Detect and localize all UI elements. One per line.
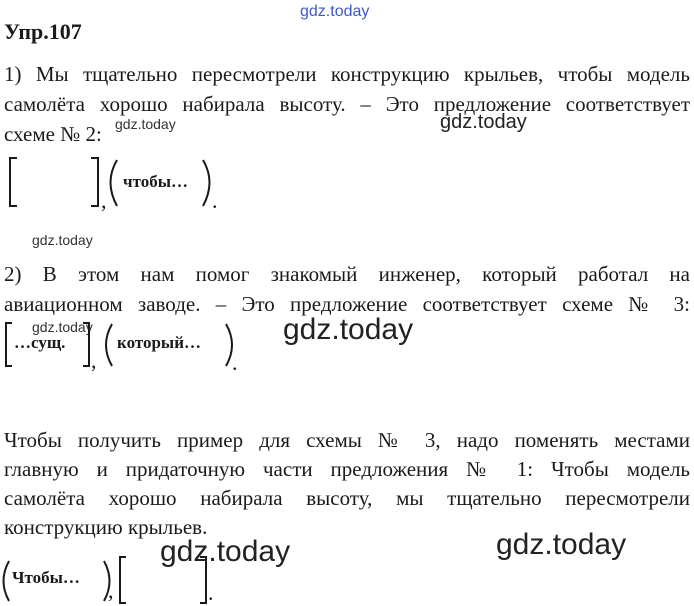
watermark-large-3: gdz.today xyxy=(496,528,627,561)
watermark-medium-1: gdz.today xyxy=(440,111,527,133)
para3-line4: конструкцию крыльев. xyxy=(4,515,208,539)
scheme1-comma: , xyxy=(101,188,107,213)
para2-line2: авиационном заводе. – Это предложение соответствует схеме № 3: xyxy=(4,292,690,316)
scheme2-main-label: …сущ. xyxy=(14,333,66,352)
para1-line1: 1) Мы тщательно пересмотрели конструкцию крыльев, чтобы модель xyxy=(4,62,690,86)
scheme3-sub-label: Чтобы… xyxy=(12,568,80,587)
para1-line2: самолёта хорошо набирала высоту. – Это предложение соответствует xyxy=(4,92,690,116)
watermark-top: gdz.today xyxy=(300,3,370,20)
scheme1-dot: . xyxy=(212,188,218,213)
scheme2-bracket-left xyxy=(6,323,12,366)
watermark-small-3: gdz.today xyxy=(32,319,93,335)
watermark-small-1: gdz.today xyxy=(115,116,176,132)
scheme1-bracket-right xyxy=(91,158,98,206)
watermark-large-2: gdz.today xyxy=(160,535,291,568)
para3-line3: самолёта хорошо набирала высоту, мы тщательно пересмотрели xyxy=(4,486,690,510)
scheme1-bracket-left xyxy=(10,158,17,206)
scheme3-paren-left xyxy=(4,561,10,601)
scheme2-comma: , xyxy=(91,348,97,373)
scheme2-sub-label: который… xyxy=(117,333,201,352)
scheme1-paren-right xyxy=(203,160,210,206)
scheme-1 xyxy=(0,150,240,220)
scheme3-comma: , xyxy=(108,578,114,603)
exercise-title: Упр.107 xyxy=(4,19,82,44)
watermark-small-2: gdz.today xyxy=(32,232,93,248)
para2-line1: 2) В этом нам помог знакомый инженер, который работал на xyxy=(4,262,690,286)
scheme3-bracket-left xyxy=(120,557,126,603)
scheme1-sub-label: чтобы… xyxy=(123,172,188,191)
scheme3-dot: . xyxy=(208,580,214,605)
scheme2-paren-left xyxy=(106,324,112,366)
scheme3-bracket-right xyxy=(200,557,206,603)
watermark-large-1: gdz.today xyxy=(283,313,414,346)
para3-line1: Чтобы получить пример для схемы № 3, надо поменять местами xyxy=(4,428,690,452)
scheme2-dot: . xyxy=(232,350,238,375)
para1-line3: схеме № 2: xyxy=(4,122,102,146)
scheme1-paren-left xyxy=(111,160,118,206)
scheme2-bracket-right xyxy=(83,323,89,366)
para3-line2: главную и придаточную части предложения № 1: Чтобы модель xyxy=(4,457,690,481)
